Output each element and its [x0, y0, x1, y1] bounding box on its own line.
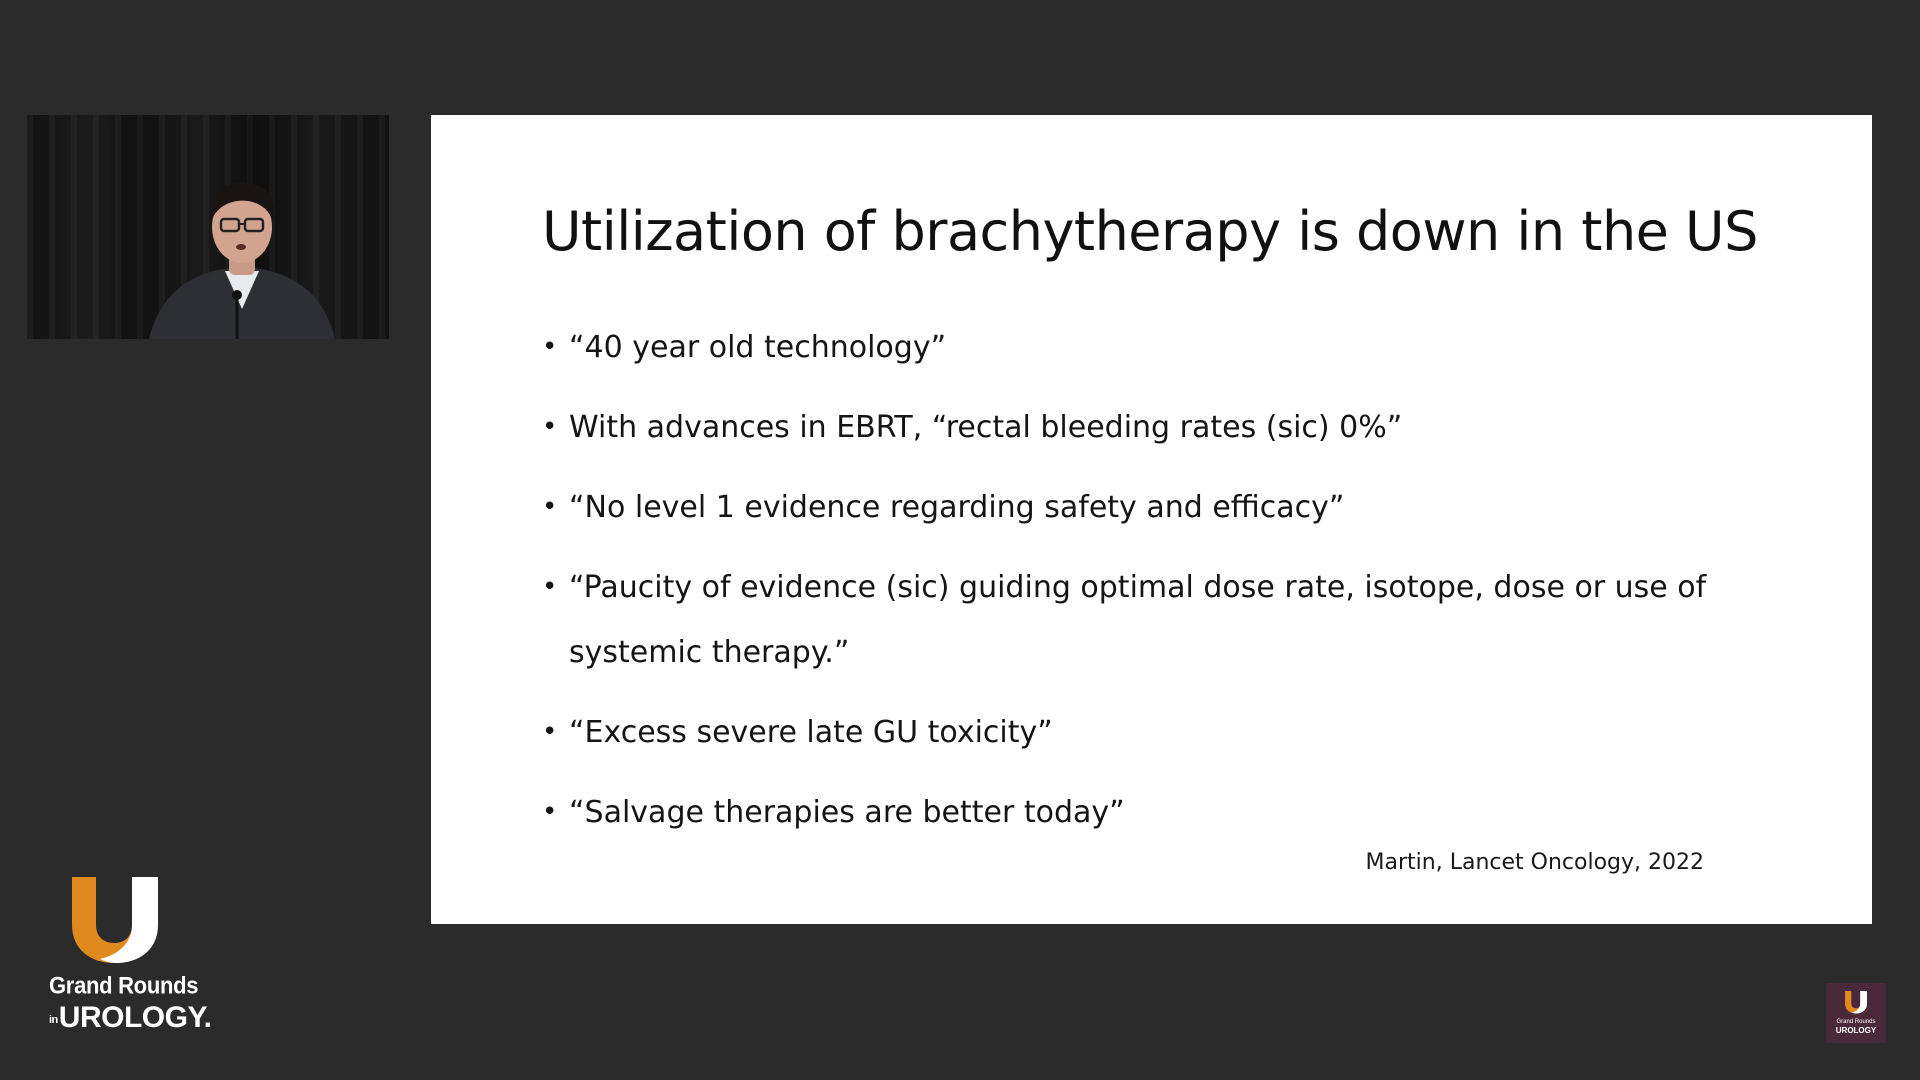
bullet-item: • “No level 1 evidence regarding safety and efficacy”	[542, 475, 1762, 540]
u-logo-icon	[1844, 989, 1868, 1015]
bullet-item: • “Salvage therapies are better today”	[542, 780, 1762, 845]
brand-name-line1: Grand Rounds	[49, 971, 199, 999]
slide-title: Utilization of brachytherapy is down in the US	[542, 200, 1758, 263]
watermark-line2: UROLOGY	[1835, 1026, 1877, 1035]
brand-name-line2	[49, 1001, 211, 1035]
watermark-line1: Grand Rounds	[1836, 1019, 1876, 1025]
u-logo-icon	[68, 873, 160, 965]
speaker-image	[137, 149, 347, 339]
bullet-item: • With advances in EBRT, “rectal bleeding rates (sic) 0%”	[542, 395, 1762, 460]
speaker-video	[27, 115, 389, 339]
bullet-list	[542, 315, 1762, 860]
brand-in: in	[49, 1014, 58, 1026]
bullet-item: • “40 year old technology”	[542, 315, 1762, 380]
brand-logo	[44, 873, 212, 1043]
bullet-item: • “Paucity of evidence (sic) guiding optimal dose rate, isotope, dose or use of systemic therapy.”	[542, 555, 1762, 685]
watermark-logo	[1826, 983, 1886, 1043]
slide	[431, 115, 1872, 924]
slide-citation: Martin, Lancet Oncology, 2022	[1365, 850, 1704, 875]
brand-urology: UROLOGY.	[58, 1001, 212, 1034]
bullet-item: • “Excess severe late GU toxicity”	[542, 700, 1762, 765]
